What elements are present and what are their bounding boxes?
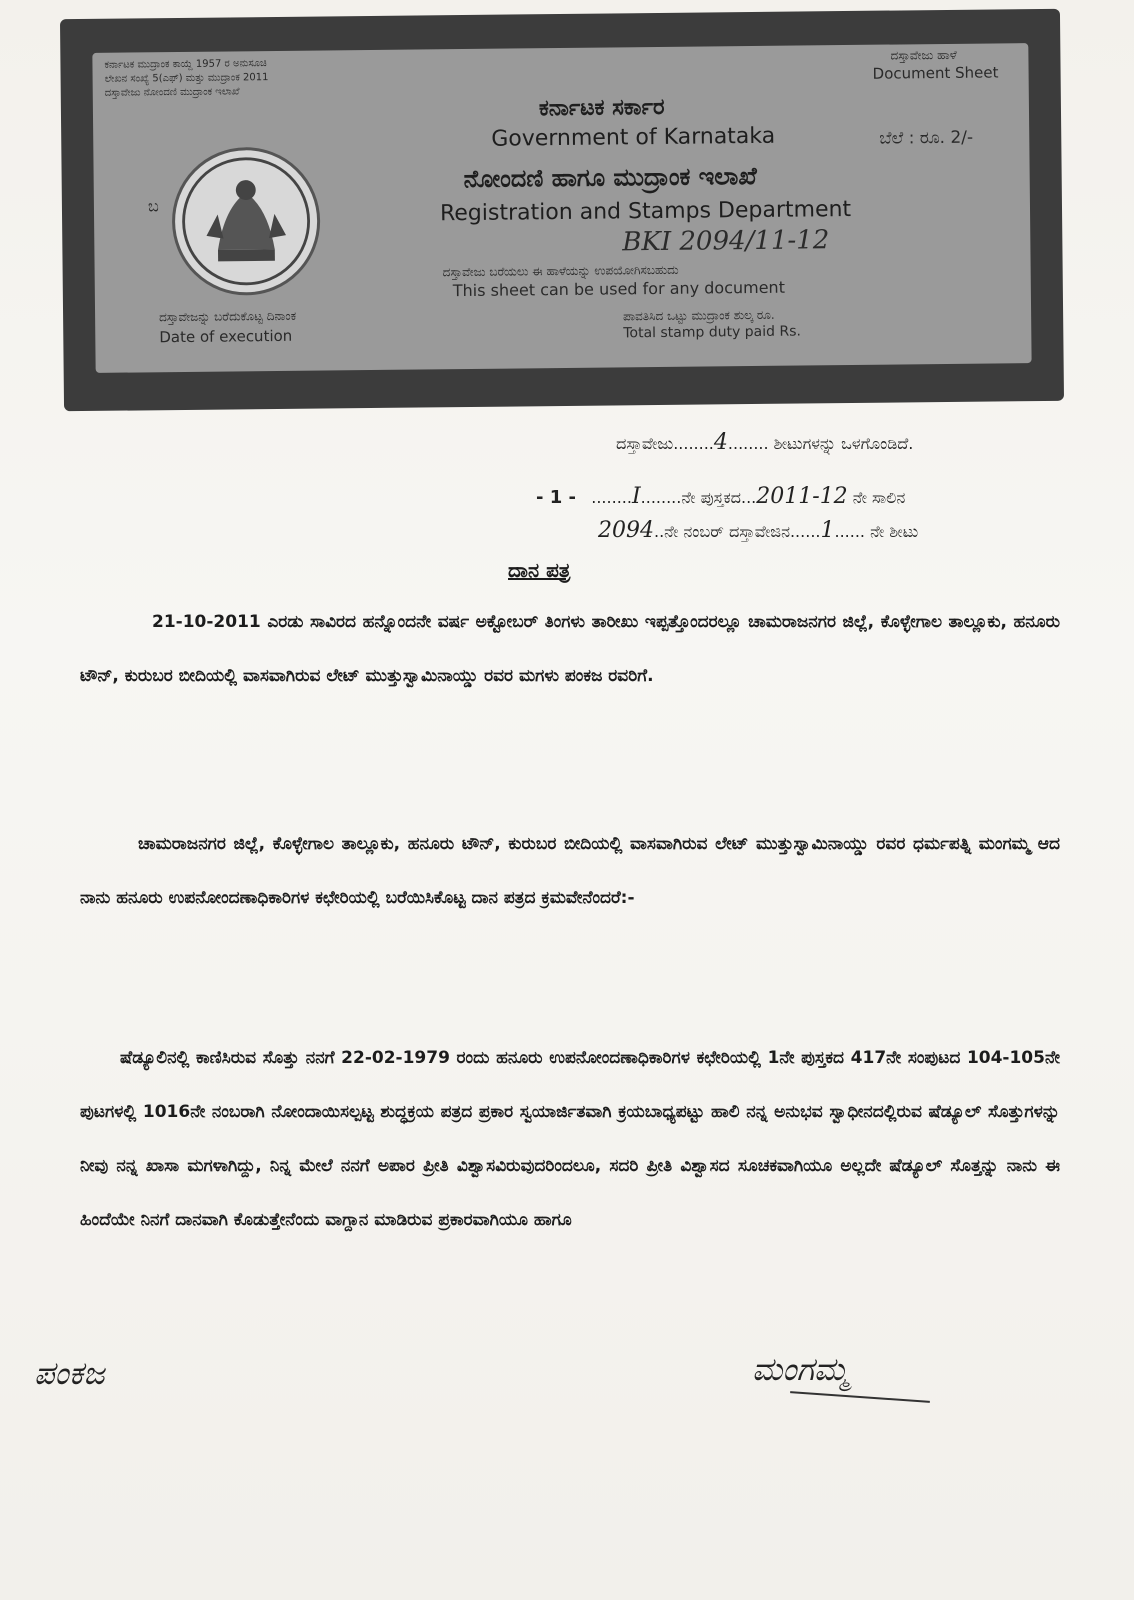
stamp-price: ಬೆಲೆ : ರೂ. 2/- xyxy=(879,127,974,149)
reg-label: ನೇ ನಂಬರ್ ದಸ್ತಾವೇಜಿನ xyxy=(664,522,790,541)
reg-handwritten-value: 2094 xyxy=(598,518,654,543)
signature-donor: ಮಂಗಮ್ಮ xyxy=(752,1350,849,1388)
paragraph-donor: ಚಾಮರಾಜನಗರ ಜಿಲ್ಲೆ, ಕೊಳ್ಳೇಗಾಲ ತಾಲ್ಲೂಕು, ಹನೂರು ಟೌನ್, ಕುರುಬರ ಬೀದಿಯಲ್ಲಿ ವಾಸವಾಗಿರುವ ಲೇಟ್ ಮುತ್ತುಸ್ವಾಮಿನಾಯ್ಡು ರವರ ಧರ್ಮಪತ್ನಿ ಮಂಗಮ್ಮ ಆದ ನಾನು ಹನೂರು ಉಪನೋಂದಣಾಧಿಕಾರಿಗಳ ಕಛೇರಿಯಲ್ಲಿ ಬರೆಯಿಸಿಕೊಟ್ಟ ದಾನ ಪತ್ರದ ಕ್ರಮವೇನೆಂದರೆ:- xyxy=(80,834,1060,908)
stamp-ba-label: ಬ xyxy=(147,196,159,216)
execution-date-label-en: Date of execution xyxy=(159,326,293,347)
stamp-duty-label-en: Total stamp duty paid Rs. xyxy=(623,323,802,342)
paragraph-recipient: 21-10-2011 ಎರಡು ಸಾವಿರದ ಹನ್ನೊಂದನೇ ವರ್ಷ ಅಕ್ಟೋಬರ್ ತಿಂಗಳು ತಾರೀಖು ಇಪ್ಪತ್ತೊಂದರಲ್ಲೂ ಚಾಮರಾಜನಗರ ಜಿಲ್ಲೆ, ಕೊಳ್ಳೇಗಾಲ ತಾಲ್ಲೂಕು, ಹನೂರು ಟೌನ್, ಕುರುಬರ ಬೀದಿಯಲ್ಲಿ ವಾಸವಾಗಿರುವ ಲೇಟ್ ಮುತ್ತುಸ್ವಾಮಿನಾಯ್ಡು ರವರ ಮಗಳು ಪಂಕಜ ರವರಿಗೆ. xyxy=(80,612,1060,686)
stamp-statute-line: ಕರ್ನಾಟಕ ಮುದ್ರಾಂಕ ಕಾಯ್ದೆ 1957 ರ ಅನುಸೂಚಿ xyxy=(104,58,267,71)
reg-label: ನೇ ಶೀಟು xyxy=(870,522,919,541)
reg-handwritten-value: 2011-12 xyxy=(756,484,848,509)
doc-sheet-label-kn: ದಸ್ತಾವೇಜು ಹಾಳೆ xyxy=(890,47,957,63)
reg-handwritten-value: 1 xyxy=(820,518,835,543)
handwritten-doc-code: BKI 2094/11-12 xyxy=(622,225,830,258)
karnataka-emblem-icon xyxy=(171,147,321,297)
reg-label: ನೇ ಪುಸ್ತಕದ xyxy=(681,488,741,507)
government-title-en: Government of Karnataka xyxy=(491,123,776,152)
registration-number-line: 2094..ನೇ ನಂಬರ್ ದಸ್ತಾವೇಜಿನ......1...... ನೇ ಶೀಟು xyxy=(598,518,919,543)
stamp-paper xyxy=(60,9,1064,411)
reg-handwritten-value: 4 xyxy=(713,430,728,455)
page-number: - 1 - xyxy=(536,487,576,508)
reg-handwritten-value: I xyxy=(631,484,641,509)
stamp-duty-label-kn: ಪಾವತಿಸಿದ ಒಟ್ಟು ಮುದ್ರಾಂಕ ಶುಲ್ಕ ರೂ. xyxy=(623,307,775,324)
government-title-kn: ಕರ್ನಾಟಕ ಸರ್ಕಾರ xyxy=(538,94,665,122)
signature-recipient: ಪಂಕಜ xyxy=(34,1354,105,1392)
registration-sheet-count: ದಸ್ತಾವೇಜು........4........ ಶೀಟುಗಳನ್ನು ಒಳಗೊಂಡಿದೆ. xyxy=(616,430,914,455)
execution-date-label-kn: ದಸ್ತಾವೇಜನ್ನು ಬರೆದುಕೊಟ್ಟ ದಿನಾಂಕ xyxy=(159,308,297,325)
reg-label: ಶೀಟುಗಳನ್ನು ಒಳಗೊಂಡಿದೆ. xyxy=(773,434,914,453)
paragraph-property: ಷೆಡ್ಯೂಲಿನಲ್ಲಿ ಕಾಣಿಸಿರುವ ಸೊತ್ತು ನನಗೆ 22-02-1979 ರಂದು ಹನೂರು ಉಪನೋಂದಣಾಧಿಕಾರಿಗಳ ಕಛೇರಿಯಲ್ಲಿ 1ನೇ ಪುಸ್ತಕದ 417ನೇ ಸಂಪುಟದ 104-105ನೇ ಪುಟಗಳಲ್ಲಿ 1016ನೇ ನಂಬರಾಗಿ ನೋಂದಾಯಿಸಲ್ಪಟ್ಟ ಶುದ್ಧಕ್ರಯ ಪತ್ರದ ಪ್ರಕಾರ ಸ್ವಯಾರ್ಜಿತವಾಗಿ ಕ್ರಯಬಾಧ್ಯಪಟ್ಟು ಹಾಲಿ ನನ್ನ ಅನುಭವ ಸ್ವಾಧೀನದಲ್ಲಿರುವ ಷೆಡ್ಯೂಲ್ ಸೊತ್ತುಗಳನ್ನು ನೀವು ನನ್ನ ಖಾಸಾ ಮಗಳಾಗಿದ್ದು, ನಿನ್ನ ಮೇಲೆ ನನಗೆ ಅಪಾರ ಪ್ರೀತಿ ವಿಶ್ವಾಸವಿರುವುದರಿಂದಲೂ, ಸದರಿ ಪ್ರೀತಿ ವಿಶ್ವಾಸದ ಸೂಚಕವಾಗಿಯೂ ಅಲ್ಲದೇ ಷೆಡ್ಯೂಲ್ ಸೊತ್ತನ್ನು ನಾನು ಈ ಹಿಂದೆಯೇ ನಿನಗೆ ದಾನವಾಗಿ ಕೊಡುತ್ತೇನೆಂದು ವಾಗ್ದಾನ ಮಾಡಿರುವ ಪ್ರಕಾರವಾಗಿಯೂ ಹಾಗೂ xyxy=(80,1048,1060,1230)
signature-underline xyxy=(790,1391,930,1403)
stamp-statute-line: ಲೇಖನ ಸಂಖ್ಯೆ 5(ಎಫ್) ಮತ್ತು ಮುದ್ರಾಂಕ 2011 xyxy=(104,72,269,85)
reg-label: ದಸ್ತಾವೇಜು xyxy=(616,434,674,453)
reg-label: ನೇ ಸಾಲಿನ xyxy=(852,488,906,507)
stamp-statute-line: ದಸ್ತಾವೇಜು ನೋಂದಣಿ ಮುದ್ರಾಂಕ ಇಲಾಖೆ xyxy=(104,86,240,99)
doc-sheet-label-en: Document Sheet xyxy=(872,63,999,83)
registration-book-line: - 1 - ........I........ನೇ ಪುಸ್ತಕದ...2011-12 ನೇ ಸಾಲಿನ xyxy=(536,484,906,509)
any-document-note-en: This sheet can be used for any document xyxy=(452,277,786,301)
department-title-kn: ನೋಂದಣಿ ಹಾಗೂ ಮುದ್ರಾಂಕ ಇಲಾಖೆ xyxy=(463,161,757,194)
stamp-statute-text xyxy=(104,56,384,101)
document-title: ದಾನ ಪತ್ರ xyxy=(508,558,571,582)
any-document-note-kn: ದಸ್ತಾವೇಜು ಬರೆಯಲು ಈ ಹಾಳೆಯನ್ನು ಉಪಯೋಗಿಸಬಹುದು xyxy=(442,262,679,280)
department-title-en: Registration and Stamps Department xyxy=(439,196,852,227)
